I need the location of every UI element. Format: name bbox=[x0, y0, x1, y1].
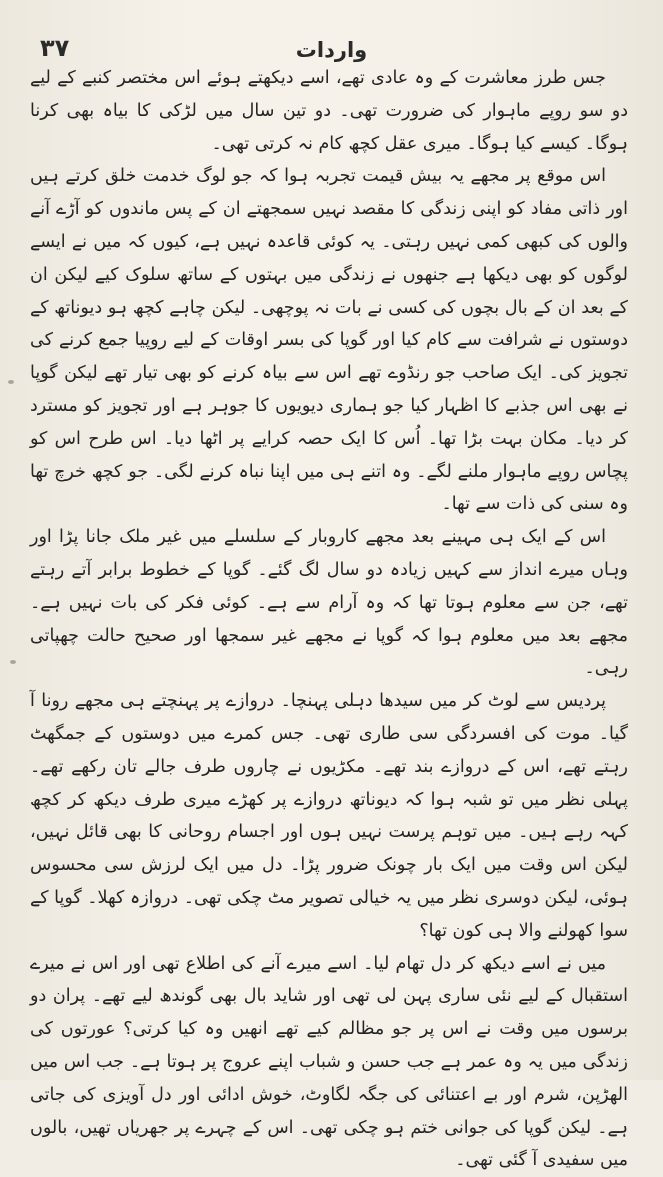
paragraph-2: اس موقع پر مجھے یہ بیش قیمت تجربہ ہوا کہ جو لوگ خدمت خلق کرتے ہیں اور ذاتی مفاد کو اپنی زندگی کا مقصد نہیں سمجھتے ان کے پس ماندوں کو آڑے آنے والوں کی کبھی کمی نہیں رہتی۔ یہ کوئی قاعدہ نہیں ہے، کیوں کہ میں نے ایسے لوگوں کو بھی دیکھا ہے جنھوں نے زندگی میں بہتوں کے ساتھ سلوک کیے لیکن ان کے بعد ان کے بال بچوں کی کسی نے بات نہ پوچھی۔ لیکن چاہے کچھ ہو دیوناتھ کے دوستوں نے شرافت سے کام کیا اور گوپا کی بسر اوقات کے لیے روپیا جمع کرنے کی تجویز کی۔ ایک صاحب جو رنڈوے تھے اس سے بیاہ کرنے کو بھی تیار تھے لیکن گوپا نے بھی اس جذبے کا اظہار کیا جو ہماری دیویوں کا جوہر ہے اور تجویز کو مسترد کر دیا۔ مکان بہت بڑا تھا۔ اُس کا ایک حصہ کرایے پر اٹھا دیا۔ اس طرح اس کو پچاس روپے ماہوار ملنے لگے۔ وہ اتنے ہی میں اپنا نباہ کرنے لگی۔ جو کچھ خرچ تھا وہ سنی کی ذات سے تھا۔ bbox=[30, 166, 628, 515]
body-text bbox=[30, 62, 628, 1177]
scan-speck bbox=[8, 380, 14, 384]
running-head: واردات bbox=[295, 38, 368, 62]
page-number: ۳۷ bbox=[40, 34, 70, 62]
paragraph-5: میں نے اسے دیکھ کر دل تھام لیا۔ اسے میرے آنے کی اطلاع تھی اور اس نے میرے استقبال کے لیے نئی ساری پہن لی تھی اور شاید بال بھی گوندھ لیے تھے۔ پران دو برسوں میں وقت نے اس پر جو مظالم کیے تھے انھیں وہ کیا کرتی؟ عورتوں کی زندگی میں یہ وہ عمر ہے جب حسن و شباب اپنے عروج پر ہوتا ہے۔ جب اس میں الھڑپن، شرم اور بے اعتنائی کی جگہ لگاوٹ، خوش ادائی اور دل آویزی کی جاتی ہے۔ لیکن گوپا کی جوانی ختم ہو چکی تھی۔ اس کے چہرے پر جھریاں تھیں، بالوں میں سفیدی آ گئی تھی۔ bbox=[30, 953, 628, 1171]
paragraph-3: اس کے ایک ہی مہینے بعد مجھے کاروبار کے سلسلے میں غیر ملک جانا پڑا اور وہاں میرے انداز سے کہیں زیادہ دو سال لگ گئے۔ گوپا کے خطوط برابر آتے رہتے تھے، جن سے معلوم ہوتا تھا کہ وہ آرام سے ہے۔ کوئی فکر کی بات نہیں ہے۔ مجھے بعد میں معلوم ہوا کہ گوپا نے مجھے غیر سمجھا اور صحیح حالت چھپاتی رہی۔ bbox=[30, 527, 628, 679]
paragraph-1: جس طرز معاشرت کے وہ عادی تھے، اسے دیکھتے ہوئے اس مختصر کنبے کے لیے دو سو روپے ماہوار کی ضرورت تھی۔ دو تین سال میں لڑکی کا بیاہ بھی کرنا ہوگا۔ کیسے کیا ہوگا۔ میری عقل کچھ کام نہ کرتی تھی۔ bbox=[30, 68, 628, 154]
scan-speck bbox=[10, 660, 16, 664]
paragraph-4: پردیس سے لوٹ کر میں سیدھا دہلی پہنچا۔ دروازے پر پہنچتے ہی مجھے رونا آ گیا۔ موت کی افسردگی سی طاری تھی۔ جس کمرے میں دوستوں کے جمگھٹ رہتے تھے، اس کے دروازے بند تھے۔ مکڑیوں نے چاروں طرف جالے تان رکھے تھے۔ پہلی نظر میں تو شبہ ہوا کہ دیوناتھ دروازے پر کھڑے میری طرف دیکھ کر کچھ کہہ رہے ہیں۔ میں توہم پرست نہیں ہوں اور اجسام روحانی کا بھی قائل نہیں، لیکن اس وقت میں ایک بار چونک ضرور پڑا۔ دل میں ایک لرزش سی محسوس ہوئی، لیکن دوسری نظر میں یہ خیالی تصویر مٹ چکی تھی۔ دروازہ کھلا۔ گوپا کے سوا کھولنے والا ہی کون تھا؟ bbox=[30, 691, 628, 941]
